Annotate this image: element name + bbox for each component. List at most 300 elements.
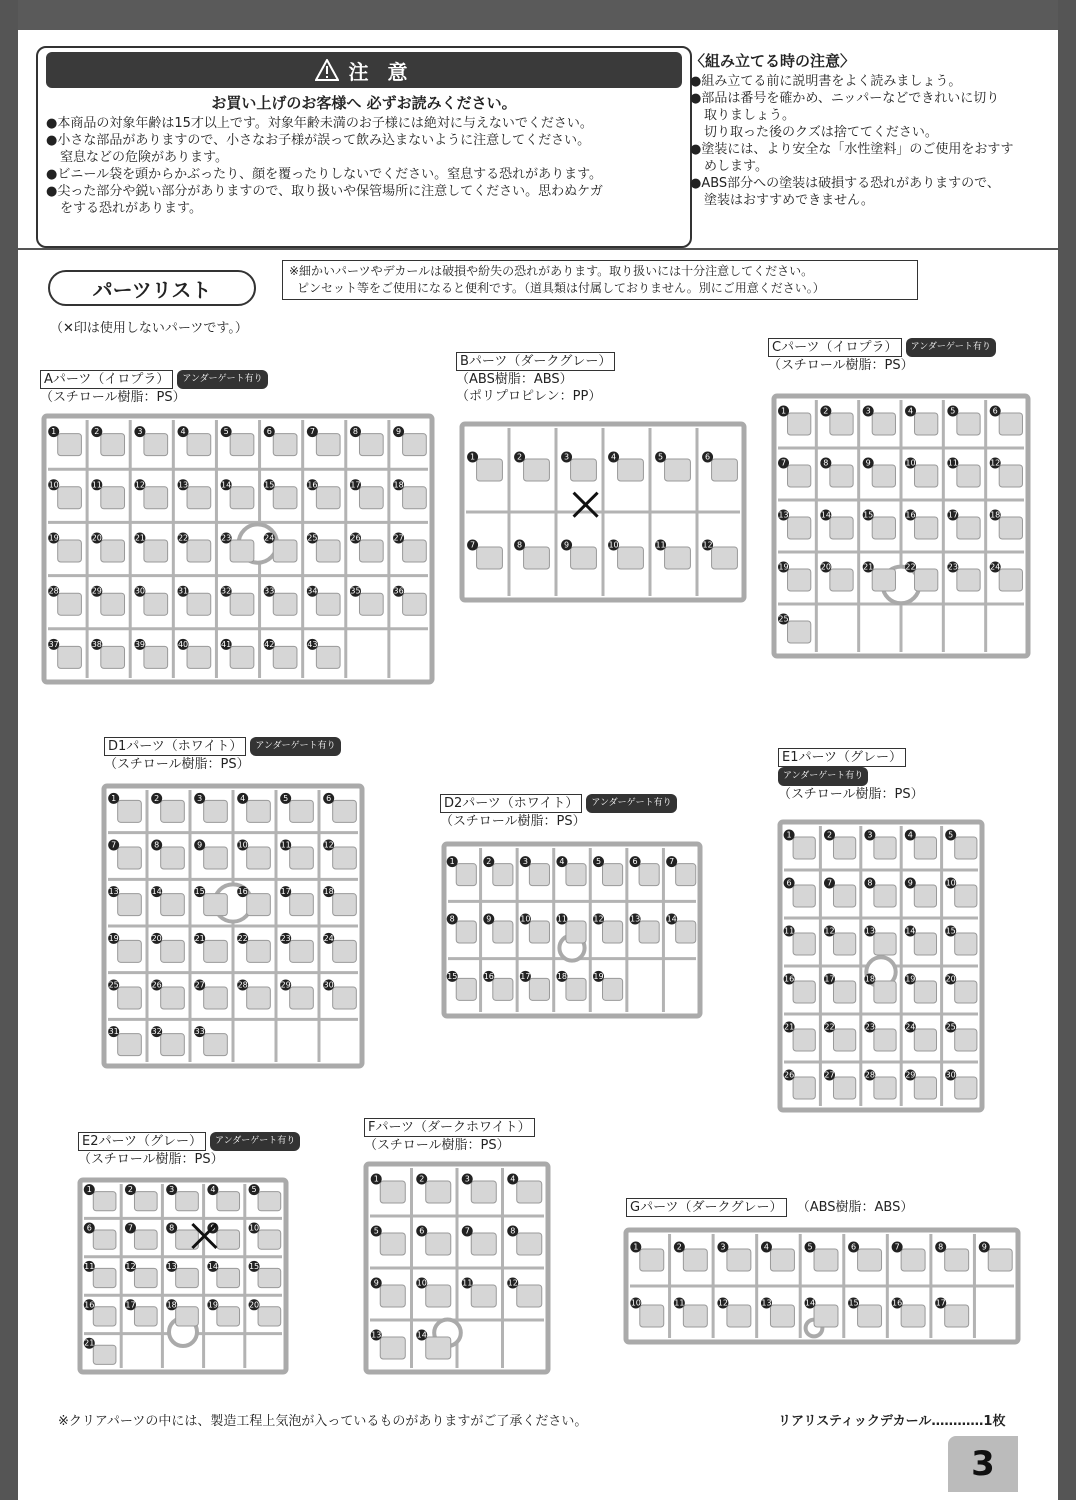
runner-d2-material: （スチロール樹脂：PS） — [440, 814, 586, 829]
part-piece — [118, 1034, 142, 1056]
part-number: 5 — [283, 793, 289, 803]
part-piece — [640, 1249, 664, 1271]
part-piece — [58, 540, 82, 562]
part-piece — [872, 569, 895, 591]
part-number-marker — [630, 914, 641, 925]
part-piece — [872, 413, 895, 435]
part-number-marker — [556, 914, 567, 925]
part-number: 7 — [669, 857, 675, 867]
part-number: 8 — [938, 1242, 944, 1252]
part-number: 1 — [786, 830, 792, 840]
part-piece — [161, 987, 185, 1009]
part-number: 9 — [981, 1242, 987, 1252]
part-piece — [187, 434, 211, 456]
undergate-badge: アンダーゲート有り — [906, 338, 996, 357]
part-piece — [524, 459, 550, 481]
part-number-marker — [323, 980, 334, 991]
part-number-marker — [778, 406, 789, 417]
part-number-marker — [863, 510, 874, 521]
part-piece — [161, 940, 185, 962]
part-piece — [316, 540, 340, 562]
part-piece — [161, 847, 185, 869]
parts-note-line: ※細かいパーツやデカールは破損や紛失の恐れがあります。取り扱いには十分注意してください。 — [289, 264, 814, 278]
part-number-marker — [280, 933, 291, 944]
part-piece — [380, 1285, 405, 1307]
part-piece — [788, 569, 811, 591]
part-piece — [247, 987, 271, 1009]
part-piece — [788, 413, 811, 435]
part-piece — [333, 987, 357, 1009]
part-number-marker — [307, 479, 318, 490]
part-piece — [230, 434, 254, 456]
part-number-marker — [820, 562, 831, 573]
part-number: 17 — [824, 974, 835, 984]
decal-note: リアリスティックデカール…………1枚 — [778, 1414, 1006, 1429]
part-piece — [566, 864, 586, 886]
runner-d1-name: D1パーツ（ホワイト） — [104, 737, 246, 756]
part-piece — [618, 459, 644, 481]
runner-e1-name: E1パーツ（グレー） — [778, 748, 906, 767]
part-piece — [833, 1077, 855, 1099]
part-piece — [955, 981, 977, 1003]
part-piece — [144, 434, 168, 456]
part-number: 32 — [221, 586, 232, 596]
part-number: 29 — [91, 586, 102, 596]
runner-b-material-2: （ポリプロピレン：PP） — [456, 389, 602, 404]
part-number: 15 — [264, 480, 275, 490]
part-number: 17 — [520, 971, 531, 981]
part-number-marker — [990, 458, 1001, 469]
part-piece — [217, 1192, 240, 1211]
part-number: 3 — [197, 793, 203, 803]
part-number: 4 — [180, 427, 186, 437]
part-number-marker — [447, 856, 458, 867]
part-piece — [676, 864, 696, 886]
part-number: 13 — [177, 480, 189, 490]
part-number-marker — [416, 1278, 427, 1289]
parts-note-line: ピンセット等をご使用になると便利です。（道具類は付属しておりません。別にご用意ください。） — [297, 281, 825, 295]
part-number-marker — [905, 878, 916, 889]
part-number-marker — [323, 886, 334, 897]
part-number-marker — [467, 540, 478, 551]
part-number-marker — [778, 562, 789, 573]
part-number-marker — [514, 540, 525, 551]
part-number: 11 — [462, 1278, 473, 1288]
part-number: 5 — [950, 406, 956, 416]
part-number: 5 — [223, 427, 229, 437]
part-number: 25 — [778, 614, 789, 624]
part-piece — [529, 921, 549, 943]
part-number-marker — [237, 886, 248, 897]
part-number-marker — [194, 980, 205, 991]
part-number: 2 — [676, 1242, 682, 1252]
part-number-marker — [84, 1338, 95, 1349]
part-number-marker — [462, 1278, 473, 1289]
part-number: 21 — [783, 1022, 795, 1032]
part-piece — [426, 1285, 451, 1307]
caution-item: ●小さな部品がありますので、小さなお子様が誤って飲み込まないように注意してください。 — [46, 133, 591, 148]
part-piece — [874, 885, 896, 907]
part-number-marker — [761, 1242, 772, 1253]
part-number: 4 — [510, 1174, 516, 1184]
part-piece — [426, 1181, 451, 1203]
part-number: 8 — [867, 878, 873, 888]
part-number: 18 — [166, 1300, 177, 1310]
part-number: 11 — [280, 840, 291, 850]
part-number: 24 — [905, 1022, 916, 1032]
part-number: 10 — [608, 540, 619, 550]
part-number: 19 — [778, 562, 789, 572]
part-piece — [955, 885, 977, 907]
runner-f-diagram — [362, 1160, 552, 1376]
part-number-marker — [556, 856, 567, 867]
part-piece — [247, 940, 271, 962]
part-piece — [477, 459, 503, 481]
assembly-title: 〈組み立てる時の注意〉 — [690, 52, 856, 70]
part-number-marker — [805, 1298, 816, 1309]
part-number-marker — [151, 933, 162, 944]
part-number-marker — [91, 479, 102, 490]
part-number: 10 — [630, 1298, 641, 1308]
part-number-marker — [84, 1184, 95, 1195]
runner-a-name: Aパーツ（イロプラ） — [40, 370, 173, 389]
part-piece — [788, 621, 811, 643]
part-number: 1 — [780, 406, 787, 416]
part-piece — [316, 434, 340, 456]
part-number-marker — [194, 793, 205, 804]
part-number: 7 — [470, 540, 476, 550]
part-number-marker — [108, 933, 119, 944]
part-piece — [955, 933, 977, 955]
part-number: 1 — [373, 1174, 379, 1184]
runner-e2-label — [78, 1132, 300, 1168]
part-number-marker — [249, 1261, 260, 1272]
part-number-marker — [483, 971, 494, 982]
part-number: 33 — [264, 586, 275, 596]
part-piece — [204, 847, 228, 869]
part-piece — [914, 837, 936, 859]
part-number-marker — [416, 1226, 427, 1237]
part-number: 7 — [826, 878, 833, 888]
part-piece — [874, 933, 896, 955]
part-piece — [403, 593, 427, 615]
part-number: 40 — [177, 639, 189, 649]
part-number-marker — [905, 974, 916, 985]
part-number: 18 — [556, 971, 568, 981]
part-number: 31 — [108, 1027, 119, 1037]
part-number: 2 — [127, 1185, 134, 1195]
part-piece — [258, 1307, 281, 1326]
part-number: 18 — [393, 480, 404, 490]
caution-item: ●本商品の対象年齢は15才以上です。対象年齢未満のお子様には絶対に与えないでください。 — [46, 116, 593, 131]
part-number-marker — [514, 452, 525, 463]
part-piece — [640, 1305, 664, 1327]
part-number-marker — [207, 1184, 218, 1195]
part-piece — [273, 434, 297, 456]
part-piece — [524, 547, 550, 569]
runner-b-label — [456, 352, 615, 405]
part-piece — [380, 1337, 405, 1359]
part-piece — [957, 569, 980, 591]
part-number-marker — [905, 1070, 916, 1081]
part-piece — [58, 593, 82, 615]
part-number: 9 — [486, 914, 492, 924]
part-piece — [833, 933, 855, 955]
part-number: 2 — [517, 452, 523, 462]
runner-a-material: （スチロール樹脂：PS） — [40, 390, 186, 405]
part-number-marker — [905, 562, 916, 573]
part-number-marker — [237, 840, 248, 851]
part-number-marker — [264, 639, 275, 650]
part-number: 4 — [210, 1185, 216, 1195]
part-number-marker — [237, 793, 248, 804]
part-piece — [93, 1345, 116, 1364]
runner-d2-diagram — [440, 840, 704, 1020]
header-panel — [18, 30, 1058, 250]
part-number: 7 — [464, 1226, 470, 1236]
part-number: 17 — [935, 1298, 946, 1308]
part-piece — [915, 569, 938, 591]
part-piece — [93, 1230, 116, 1249]
part-number-marker — [778, 458, 789, 469]
part-number-marker — [125, 1223, 136, 1234]
part-number: 11 — [556, 914, 568, 924]
part-piece — [118, 940, 142, 962]
part-piece — [333, 847, 357, 869]
runner-g-diagram — [622, 1226, 1022, 1346]
part-number-marker — [151, 886, 162, 897]
part-number-marker — [178, 426, 189, 437]
part-number-marker — [125, 1261, 136, 1272]
part-number-marker — [990, 510, 1001, 521]
part-number: 29 — [905, 1070, 916, 1080]
part-piece — [874, 981, 896, 1003]
part-number: 20 — [151, 933, 162, 943]
part-number: 2 — [419, 1174, 425, 1184]
part-piece — [247, 800, 271, 822]
part-number: 18 — [323, 887, 334, 897]
part-number: 4 — [240, 793, 246, 803]
part-number: 21 — [194, 933, 205, 943]
part-number-marker — [507, 1174, 518, 1185]
part-number-marker — [393, 426, 404, 437]
part-number: 13 — [166, 1261, 177, 1271]
part-number: 3 — [564, 452, 570, 462]
assembly-item: ●部品は番号を確かめ、ニッパーなどできれいに切り — [690, 91, 1000, 106]
part-number-marker — [905, 458, 916, 469]
part-piece — [247, 847, 271, 869]
part-piece — [93, 1307, 116, 1326]
part-number-marker — [221, 426, 232, 437]
part-number: 3 — [867, 830, 873, 840]
runner-b-diagram — [458, 420, 748, 604]
part-piece — [833, 837, 855, 859]
part-number-marker — [84, 1299, 95, 1310]
part-number-marker — [824, 1022, 835, 1033]
part-number: 14 — [905, 926, 916, 936]
part-number-marker — [84, 1223, 95, 1234]
part-number-marker — [778, 510, 789, 521]
part-number: 20 — [248, 1300, 260, 1310]
part-number-marker — [416, 1330, 427, 1341]
part-piece — [914, 1077, 936, 1099]
part-number-marker — [593, 971, 604, 982]
part-piece — [230, 487, 254, 509]
part-number: 19 — [48, 533, 59, 543]
top-strip — [18, 0, 1058, 30]
part-number: 11 — [783, 926, 795, 936]
part-piece — [187, 540, 211, 562]
part-number-marker — [864, 974, 875, 985]
part-piece — [603, 864, 623, 886]
part-piece — [204, 940, 228, 962]
part-number-marker — [237, 980, 248, 991]
part-number-marker — [264, 533, 275, 544]
part-number-marker — [848, 1242, 859, 1253]
part-number-marker — [717, 1298, 728, 1309]
runner-g-name: Gパーツ（ダークグレー） — [626, 1198, 787, 1217]
part-piece — [134, 1230, 157, 1249]
part-number: 10 — [905, 458, 916, 468]
assembly-item: 取りましょう。 — [704, 108, 796, 123]
part-number-marker — [892, 1242, 903, 1253]
part-number-marker — [307, 639, 318, 650]
part-piece — [788, 465, 811, 487]
runner-d2-label — [440, 794, 677, 830]
part-piece — [639, 864, 659, 886]
caution-box — [36, 46, 692, 248]
part-number: 34 — [307, 586, 318, 596]
part-number-marker — [307, 586, 318, 597]
part-number: 30 — [323, 980, 334, 990]
caution-subtitle: お買い上げのお客様へ 必ずお読みください。 — [211, 94, 517, 112]
part-piece — [134, 1192, 157, 1211]
part-number-marker — [393, 586, 404, 597]
part-piece — [988, 1249, 1012, 1271]
part-piece — [290, 800, 314, 822]
part-piece — [788, 517, 811, 539]
part-number-marker — [905, 510, 916, 521]
caution-item: 窒息などの危険があります。 — [60, 150, 228, 165]
part-piece — [945, 1305, 969, 1327]
part-piece — [456, 978, 476, 1000]
part-piece — [217, 1268, 240, 1287]
part-number-marker — [905, 1022, 916, 1033]
part-number-marker — [784, 878, 795, 889]
undergate-badge: アンダーゲート有り — [177, 370, 267, 389]
part-number-marker — [371, 1278, 382, 1289]
part-number: 9 — [907, 878, 913, 888]
assembly-item: ●組み立てる前に説明書をよく読みましょう。 — [690, 74, 962, 89]
part-number: 11 — [674, 1298, 685, 1308]
part-piece — [258, 1230, 281, 1249]
part-number-marker — [178, 533, 189, 544]
part-number: 20 — [945, 974, 956, 984]
part-number: 3 — [464, 1174, 470, 1184]
part-number: 21 — [863, 562, 874, 572]
part-piece — [712, 459, 738, 481]
part-number-marker — [84, 1261, 95, 1272]
part-piece — [471, 1233, 496, 1255]
part-piece — [230, 646, 254, 668]
part-number-marker — [249, 1184, 260, 1195]
part-number: 32 — [151, 1027, 162, 1037]
part-number-marker — [863, 458, 874, 469]
part-piece — [874, 1029, 896, 1051]
part-piece — [176, 1268, 199, 1287]
part-number: 9 — [564, 540, 570, 550]
part-piece — [290, 987, 314, 1009]
part-number: 14 — [416, 1330, 427, 1340]
part-number-marker — [979, 1242, 990, 1253]
part-number-marker — [947, 406, 958, 417]
part-number-marker — [350, 586, 361, 597]
part-number-marker — [280, 980, 291, 991]
part-number-marker — [151, 980, 162, 991]
part-number: 15 — [447, 971, 458, 981]
warning-triangle-icon — [315, 59, 339, 81]
runner-b-material: （ABS樹脂：ABS） — [456, 372, 573, 387]
part-number-marker — [307, 426, 318, 437]
undergate-badge: アンダーゲート有り — [586, 794, 676, 813]
runner-c-name: Cパーツ（イロプラ） — [768, 338, 902, 357]
part-number: 23 — [864, 1022, 875, 1032]
part-number: 3 — [720, 1242, 726, 1252]
part-number: 5 — [948, 830, 954, 840]
part-piece — [945, 1249, 969, 1271]
part-number: 4 — [559, 857, 565, 867]
part-number: 10 — [945, 878, 956, 888]
undergate-badge: アンダーゲート有り — [778, 767, 868, 786]
part-piece — [258, 1192, 281, 1211]
part-number-marker — [134, 479, 145, 490]
part-number: 23 — [221, 533, 232, 543]
part-number: 15 — [848, 1298, 859, 1308]
part-number: 22 — [177, 533, 189, 543]
part-number-marker — [947, 458, 958, 469]
part-number-marker — [108, 840, 119, 851]
part-number: 15 — [194, 887, 205, 897]
part-number: 19 — [207, 1300, 218, 1310]
part-number: 6 — [86, 1223, 92, 1233]
part-piece — [830, 569, 853, 591]
part-piece — [517, 1181, 542, 1203]
part-piece — [915, 465, 938, 487]
part-piece — [571, 459, 597, 481]
part-piece — [833, 981, 855, 1003]
part-number: 3 — [522, 857, 528, 867]
part-piece — [957, 465, 980, 487]
caution-item: ●ビニール袋を頭からかぶったり、顔を覆ったりしないでください。窒息する恐れがあります。 — [46, 167, 603, 182]
part-piece — [187, 593, 211, 615]
part-number-marker — [323, 933, 334, 944]
part-number-marker — [151, 1026, 162, 1037]
part-number: 27 — [194, 980, 205, 990]
part-number: 6 — [419, 1226, 425, 1236]
part-number-marker — [990, 406, 1001, 417]
part-number-marker — [630, 1242, 641, 1253]
part-number-marker — [561, 452, 572, 463]
part-number-marker — [507, 1278, 518, 1289]
runner-d2-name: D2パーツ（ホワイト） — [440, 794, 582, 813]
part-piece — [915, 517, 938, 539]
assembly-item: めします。 — [704, 159, 768, 174]
caution-item: ●尖った部分や鋭い部分がありますので、取り扱いや保管場所に注意してください。思わぬケガ — [46, 184, 603, 199]
part-number-marker — [462, 1226, 473, 1237]
runner-a-diagram — [40, 412, 436, 686]
part-number-marker — [864, 1022, 875, 1033]
part-number-marker — [48, 533, 59, 544]
